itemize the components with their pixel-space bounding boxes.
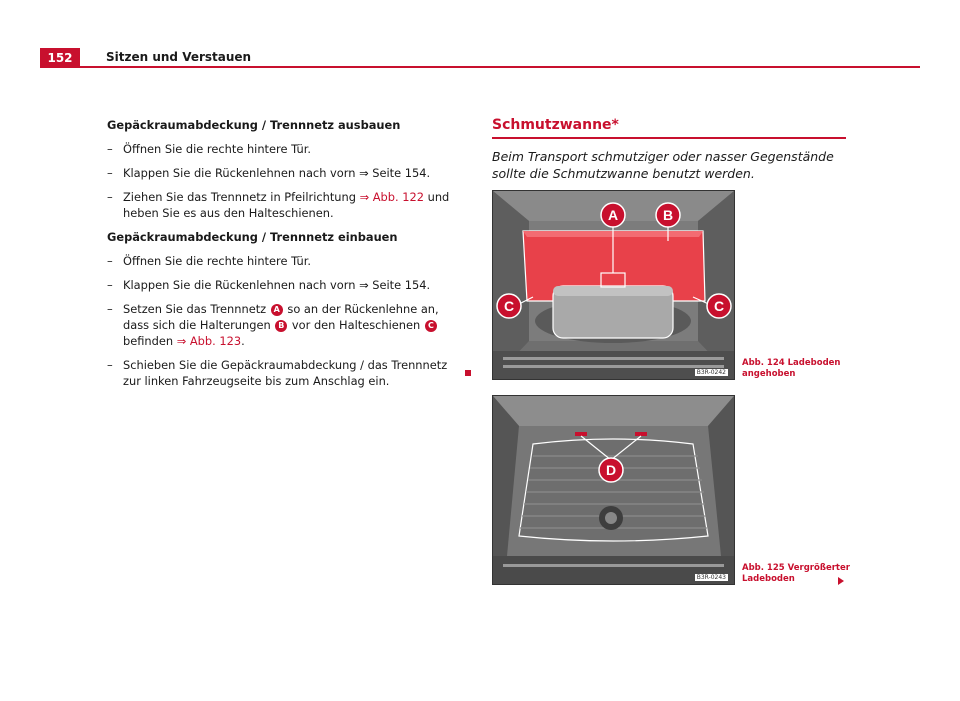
figure-124 — [492, 190, 735, 380]
list-item: – Schieben Sie die Gepäckraumabdeckung / das Trennnetz zur linken Fahrzeugseite bis zum Anschlag ein. — [107, 358, 448, 388]
list-item: – Klappen Sie die Rückenlehnen nach vorn ⇒ Seite 154. — [107, 278, 431, 292]
svg-text:B: B — [662, 207, 674, 223]
trunk-enlarged-floor-illustration — [493, 396, 734, 584]
callout-d — [599, 458, 623, 482]
list-item: – Klappen Sie die Rückenlehnen nach vorn ⇒ Seite 154. — [107, 166, 431, 180]
install-heading: Gepäckraumabdeckung / Trennnetz einbauen — [107, 230, 398, 244]
remove-heading: Gepäckraumabdeckung / Trennnetz ausbauen — [107, 118, 401, 132]
figure-link[interactable]: ⇒ Abb. 123 — [176, 334, 242, 348]
figure-code: B3R-0242 — [696, 369, 726, 376]
callout-b — [656, 203, 680, 227]
section-title: Sitzen und Verstauen — [106, 50, 252, 64]
figure-124-caption: Abb. 124 Ladeboden angehoben — [742, 358, 841, 379]
svg-text:C: C — [503, 298, 515, 314]
svg-text:A: A — [607, 207, 619, 223]
figure-link[interactable]: ⇒ Abb. 122 — [359, 190, 424, 204]
list-item: – Ziehen Sie das Trennnetz in Pfeilrichtung ⇒ Abb. 122 und heben Sie es aus den Halteschienen. — [107, 190, 450, 220]
intro-text: Beim Transport schmutziger oder nasser Gegenstände sollte die Schmutzwanne benutzt werden. — [492, 148, 834, 181]
page-number: 152 — [40, 48, 80, 68]
callout-a — [601, 203, 625, 227]
heading-rule — [492, 137, 846, 139]
svg-text:C: C — [713, 298, 725, 314]
page-header — [40, 48, 920, 68]
figure-125-caption: Abb. 125 Vergrößerter Ladeboden — [742, 563, 850, 584]
callout-c-right — [707, 294, 731, 318]
list-item: – Öffnen Sie die rechte hintere Tür. — [107, 142, 311, 156]
marker-b: B — [275, 320, 287, 332]
figure-code: B3R-0243 — [696, 574, 726, 581]
list-item: – Öffnen Sie die rechte hintere Tür. — [107, 254, 311, 268]
right-column — [492, 117, 846, 194]
marker-a: A — [271, 304, 283, 316]
section-end-mark — [465, 370, 471, 376]
marker-c: C — [425, 320, 437, 332]
left-column — [107, 117, 452, 397]
list-item: – Setzen Sie das Trennnetz A so an der Rückenlehne an, dass sich die Halterungen B vor den Halteschienen C befinden ⇒ Abb. 123. — [107, 302, 439, 348]
callout-c-left — [497, 294, 521, 318]
trunk-raised-floor-illustration — [493, 191, 734, 379]
continue-arrow-icon — [838, 577, 844, 585]
section-heading: Schmutzwanne* — [492, 117, 619, 133]
header-rule — [80, 66, 920, 68]
svg-text:D: D — [605, 462, 617, 478]
figure-125 — [492, 395, 735, 585]
